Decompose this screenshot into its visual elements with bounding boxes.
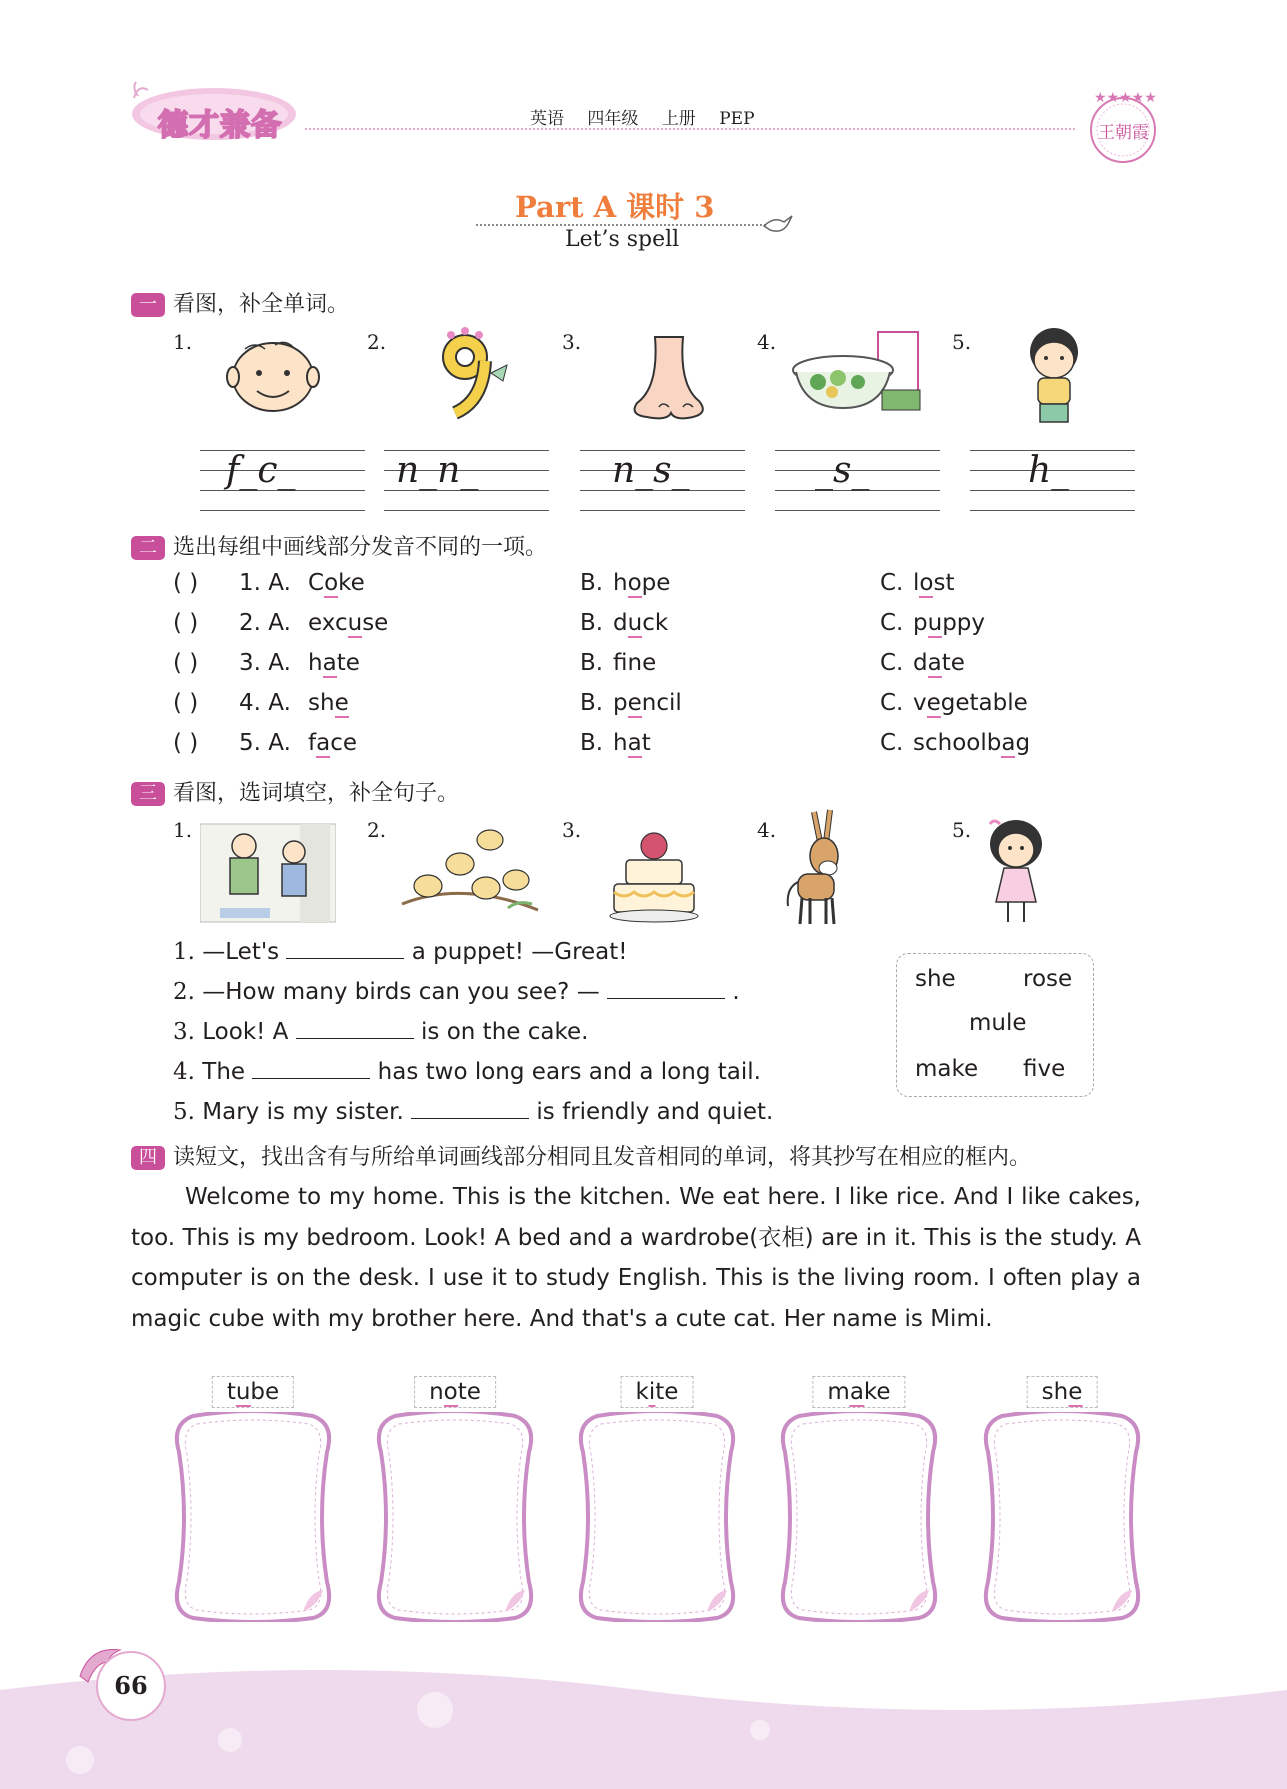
number-nine-icon: [425, 325, 515, 425]
s1-num-1: 1.: [173, 330, 193, 354]
word-bank-item: she: [915, 966, 956, 992]
sentence-number: 2.: [173, 979, 195, 1005]
brand-text: 德才兼备: [158, 108, 282, 143]
sentence-number: 4.: [173, 1059, 195, 1085]
s1-hint-3: n_s_: [612, 450, 690, 491]
item-number: 4. A.: [239, 690, 291, 716]
section-3-header: [131, 776, 459, 807]
subject: 英语: [530, 109, 564, 129]
fill-in-sentence: [173, 1058, 761, 1085]
option-b: hat: [613, 730, 651, 756]
boy-icon: [1018, 322, 1088, 427]
s1-writing-line-5[interactable]: [970, 450, 1135, 510]
s3-num-4: 4.: [757, 818, 777, 842]
section-1-badge: 一: [131, 293, 165, 317]
s3-num-1: 1.: [173, 818, 193, 842]
answer-frame[interactable]: [373, 1379, 537, 1622]
sentence-post: has two long ears and a long tail.: [377, 1059, 761, 1085]
s1-num-3: 3.: [562, 330, 582, 354]
option-c-letter: C.: [880, 690, 904, 716]
s3-num-2: 2.: [367, 818, 387, 842]
mule-icon: [780, 808, 860, 930]
answer-blank[interactable]: [607, 978, 725, 999]
fill-in-sentence: [173, 1018, 588, 1045]
frame-label: make: [812, 1376, 905, 1408]
option-b-letter: B.: [580, 650, 604, 676]
option-c: lost: [913, 570, 955, 596]
fill-in-sentence: [173, 938, 628, 965]
option-c: puppy: [913, 610, 985, 636]
s1-num-5: 5.: [952, 330, 972, 354]
page-title: Part A 课时 3: [515, 190, 715, 224]
item-number: 5. A.: [239, 730, 291, 756]
fill-in-sentence: [173, 1098, 773, 1125]
sentence-number: 1.: [173, 939, 195, 965]
option-b: duck: [613, 610, 669, 636]
option-c-letter: C.: [880, 570, 904, 596]
page-number: 66: [96, 1651, 166, 1721]
option-c: schoolbag: [913, 730, 1031, 756]
section-2-instruction: 选出每组中画线部分发音不同的一项。: [173, 535, 548, 560]
salad-icon: [788, 330, 923, 422]
rose-cake-icon: [606, 824, 702, 924]
sentence-pre: Mary is my sister.: [202, 1099, 404, 1125]
sentence-number: 5.: [173, 1099, 195, 1125]
section-3-badge: 三: [131, 782, 165, 806]
option-b-letter: B.: [580, 730, 604, 756]
sentence-pre: The: [202, 1059, 246, 1085]
answer-paren[interactable]: ( ): [173, 730, 199, 756]
brand-logo: [128, 78, 300, 144]
option-c: date: [913, 650, 965, 676]
option-c-letter: C.: [880, 650, 904, 676]
word-bank-item: mule: [969, 1010, 1027, 1036]
option-b: fne: [613, 650, 657, 676]
option-a: face: [308, 730, 358, 756]
answer-frame[interactable]: [980, 1379, 1144, 1622]
answer-frame[interactable]: [171, 1379, 335, 1622]
section-1-instruction: 看图，补全单词。: [173, 292, 350, 317]
answer-blank[interactable]: [252, 1058, 370, 1079]
svg-text:★★★★★: ★★★★★: [1094, 90, 1157, 106]
sentence-number: 3.: [173, 1019, 195, 1045]
section-4-header: [131, 1140, 1031, 1171]
frame-label: tube: [212, 1376, 294, 1408]
answer-blank[interactable]: [296, 1018, 414, 1039]
frame-label: she: [1027, 1376, 1098, 1408]
option-b-letter: B.: [580, 570, 604, 596]
answer-frame[interactable]: [575, 1379, 739, 1622]
option-c-letter: C.: [880, 610, 904, 636]
book-info: [530, 104, 773, 129]
word-bank: [896, 953, 1094, 1097]
five-birds-icon: [398, 824, 543, 924]
s1-writing-line-4[interactable]: [775, 450, 940, 510]
section-4-instruction: 读短文，找出含有与所给单词画线部分相同且发音相同的单词，将其抄写在相应的框内。: [173, 1145, 1032, 1170]
s1-writing-line-1[interactable]: [200, 450, 365, 510]
answer-blank[interactable]: [411, 1098, 529, 1119]
reading-passage: [131, 1177, 1141, 1339]
s1-hint-1: f_c_: [226, 450, 296, 491]
option-a: excuse: [308, 610, 389, 636]
sentence-post: is friendly and quiet.: [536, 1099, 774, 1125]
sentence-pre: Look! A: [202, 1019, 289, 1045]
s1-writing-line-3[interactable]: [580, 450, 745, 510]
option-a: she: [308, 690, 349, 716]
section-1-header: [131, 287, 349, 318]
s1-hint-2: n_n_: [396, 450, 479, 491]
sentence-pre: —How many birds can you see? —: [202, 979, 600, 1005]
option-b-letter: B.: [580, 690, 604, 716]
girl-icon: [980, 816, 1052, 928]
section-2-badge: 二: [131, 536, 165, 560]
item-number: 1. A.: [239, 570, 291, 596]
option-a: hate: [308, 650, 360, 676]
answer-frame[interactable]: [777, 1379, 941, 1622]
word-bank-item: make: [915, 1056, 979, 1082]
frame-label: note: [414, 1376, 496, 1408]
frame-label: kite: [621, 1376, 694, 1408]
s3-num-5: 5.: [952, 818, 972, 842]
s3-num-3: 3.: [562, 818, 582, 842]
face-icon: [225, 335, 320, 415]
answer-paren[interactable]: ( ): [173, 650, 199, 676]
answer-blank[interactable]: [286, 938, 404, 959]
word-bank-item: rose: [1023, 966, 1073, 992]
answer-paren[interactable]: ( ): [173, 570, 199, 596]
volume: 上册: [661, 109, 696, 129]
option-b-letter: B.: [580, 610, 604, 636]
section-3-instruction: 看图，选词填空，补全句子。: [173, 781, 460, 806]
option-b: hope: [613, 570, 671, 596]
sentence-post: a puppet! —Great!: [411, 939, 628, 965]
grade: 四年级: [587, 109, 639, 129]
option-a: Coke: [308, 570, 365, 596]
option-c: vegetable: [913, 690, 1028, 716]
s1-writing-line-2[interactable]: [384, 450, 549, 510]
sentence-post: .: [732, 979, 740, 1005]
title-rule: [476, 224, 766, 226]
nose-icon: [625, 333, 715, 423]
sentence-pre: —Let's: [202, 939, 280, 965]
item-number: 3. A.: [239, 650, 291, 676]
option-c-letter: C.: [880, 730, 904, 756]
publisher-logo: [1076, 88, 1170, 164]
passage-text: Welcome to my home. This is the kitchen. We eat here. I like rice. And I like cakes, too. This is my bedroom. Look! A bed and a wardrobe(衣柜) are in it. This is the study. A computer is on the desk. I use it to study English. This is the living room. I often play a magic cube with my brother here. And that's a cute cat. Her name is Mimi.: [131, 1184, 1141, 1332]
section-2-header: [131, 530, 547, 561]
footer-wave: [0, 1660, 1287, 1789]
sentence-post: is on the cake.: [421, 1019, 589, 1045]
s1-num-2: 2.: [367, 330, 387, 354]
publisher-name: 王朝霞: [1098, 123, 1149, 143]
s1-num-4: 4.: [757, 330, 777, 354]
page-subtitle: Let’s spell: [565, 227, 680, 252]
option-b: pencil: [613, 690, 682, 716]
bird-icon: [762, 212, 796, 234]
answer-paren[interactable]: ( ): [173, 690, 199, 716]
item-number: 2. A.: [239, 610, 291, 636]
fill-in-sentence: [173, 978, 740, 1005]
s1-hint-4: _s_: [815, 450, 870, 491]
answer-paren[interactable]: ( ): [173, 610, 199, 636]
kids-making-puppet-icon: [200, 822, 336, 924]
edition: PEP: [719, 109, 755, 129]
section-4-badge: 四: [131, 1146, 165, 1170]
s1-hint-5: h_: [1028, 450, 1070, 491]
word-bank-item: five: [1023, 1056, 1066, 1082]
